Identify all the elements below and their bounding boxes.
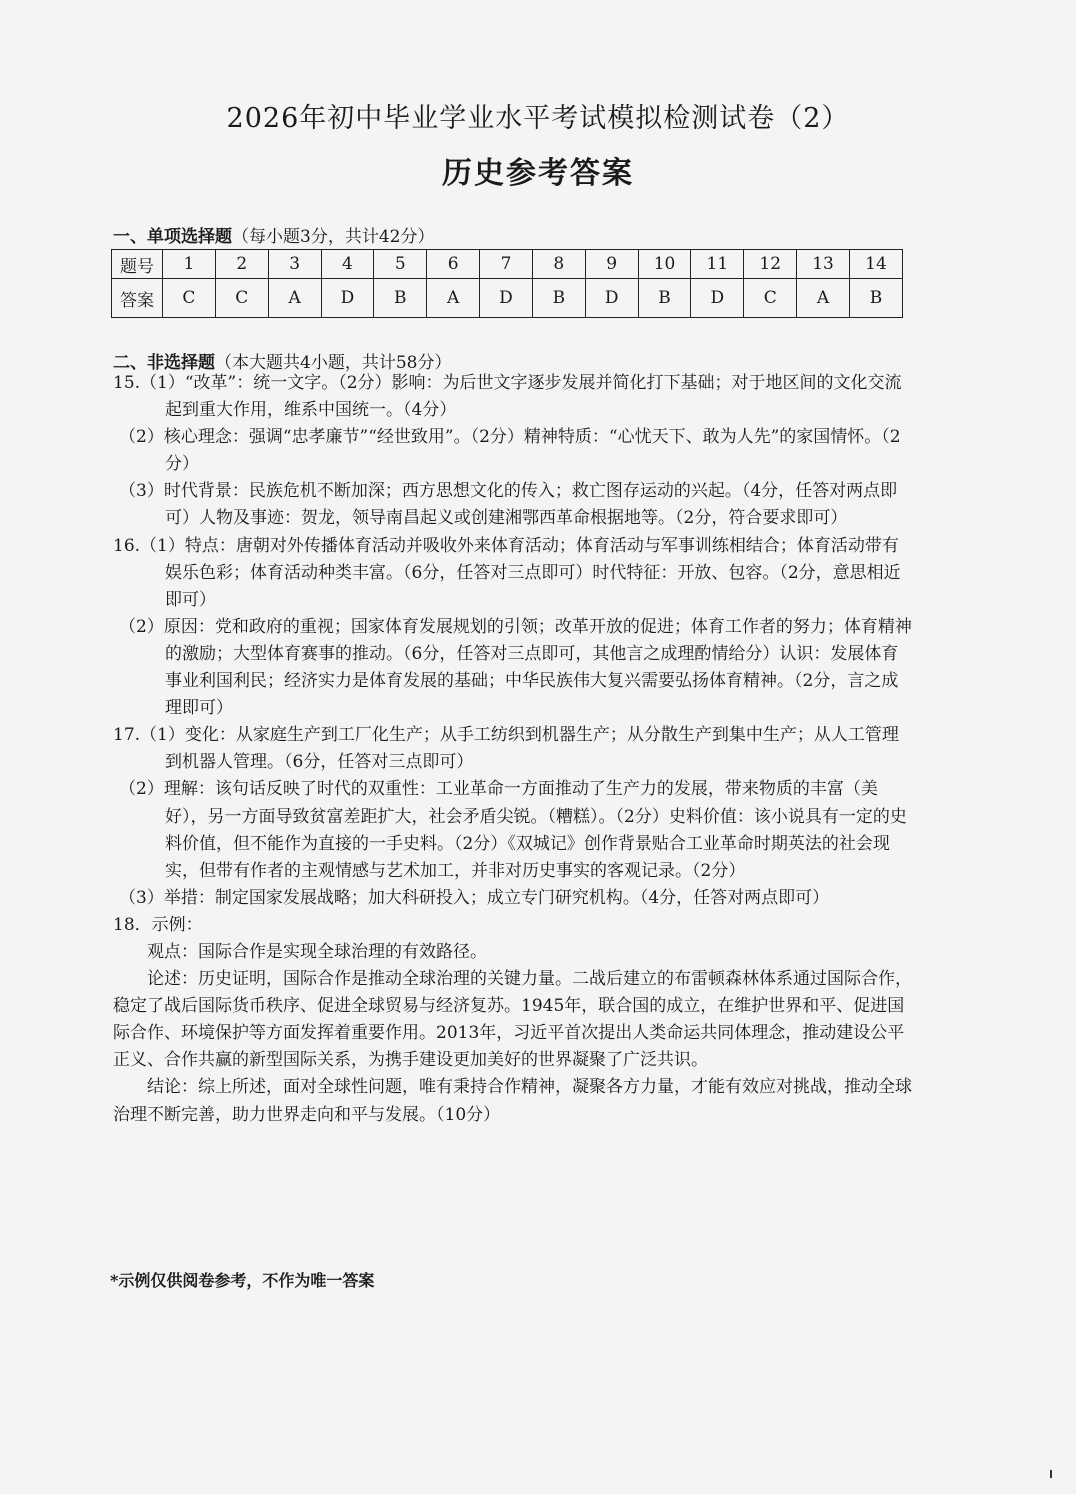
answer-item-q17-2: （2）理解：该句话反映了时代的双重性：工业革命一方面推动了生产力的发展，带来物质的丰富（美好），另一方面导致贫富差距扩大，社会矛盾尖锐。（糟糕）。（2分）史料价值：该小说具有一定的史料价值，但不能作为直接的一手史料。（2分）《双城记》创作背景贴合工业革命时期英法的社会现实，但带有作者的主观情感与艺术加工，并非对历史事实的客观记录。（2分）: [119, 779, 907, 881]
answer-item-q15-3: （3）时代背景：民族危机不断加深；西方思想文化的传入；救亡图存运动的兴起。（4分，任答对两点即可）人物及事迹：贺龙，领导南昌起义或创建湘鄂西革命根据地等。（2分，符合要求即可）: [119, 481, 898, 529]
answer-cell: D: [480, 279, 533, 318]
answer-cell: A: [268, 279, 321, 318]
section1-heading: [113, 222, 434, 247]
footnote: *示例仅供阅卷参考，不作为唯一答案: [110, 1271, 375, 1290]
page-title: 2026年初中毕业学业水平考试模拟检测试卷（2）: [226, 103, 850, 134]
scan-mark: [1050, 1470, 1052, 1478]
answer-cell: B: [638, 279, 691, 318]
question-number: 5: [374, 250, 427, 279]
question-number: 10: [638, 250, 691, 279]
answer-item-q18-viewpoint: 观点：国际合作是实现全球治理的有效路径。: [147, 941, 487, 962]
question-number: 14: [849, 250, 902, 279]
answer-cell: C: [744, 279, 797, 318]
question-number: 2: [215, 250, 268, 279]
section1-note: （每小题3分，共计42分）: [232, 227, 435, 247]
answer-cell: B: [849, 279, 902, 318]
answer-cell: D: [691, 279, 744, 318]
row-label-number: 题号: [112, 250, 163, 279]
question-number: 12: [744, 250, 797, 279]
answer-item-q15-2: （2）核心理念：强调“忠孝廉节”“经世致用”。（2分）精神特质：“心忧天下、敢为人先”的家国情怀。（2分）: [119, 427, 901, 475]
answer-table: [111, 249, 903, 318]
question-number: 1: [163, 250, 216, 279]
question-number: 11: [691, 250, 744, 279]
section1-label: 一、单项选择题: [113, 227, 232, 247]
answer-item-q18-heading: 18．示例：: [113, 914, 203, 935]
question-number: 6: [427, 250, 480, 279]
question-number: 9: [585, 250, 638, 279]
question-number: 3: [268, 250, 321, 279]
section2-label: 二、非选择题: [113, 353, 215, 373]
answer-cell: B: [532, 279, 585, 318]
answer-cell: B: [374, 279, 427, 318]
answer-cell: A: [797, 279, 850, 318]
section2-note: （本大题共4小题，共计58分）: [215, 353, 452, 373]
answer-item-q18-conclusion: 结论：综上所述，面对全球性问题，唯有秉持合作精神，凝聚各方力量，才能有效应对挑战，推动全球治理不断完善，助力世界走向和平与发展。（10分）: [113, 1077, 912, 1125]
page-subtitle: 历史参考答案: [442, 156, 634, 191]
row-label-answer: 答案: [112, 279, 163, 318]
answer-table-answer-row: [112, 279, 903, 318]
question-number: 13: [797, 250, 850, 279]
answer-cell: A: [427, 279, 480, 318]
answer-table-number-row: [112, 250, 903, 279]
answer-cell: C: [163, 279, 216, 318]
answer-cell: D: [585, 279, 638, 318]
question-number: 4: [321, 250, 374, 279]
answer-item-q16-2: （2）原因：党和政府的重视；国家体育发展规划的引领；改革开放的促进；体育工作者的努力；体育精神的激励；大型体育赛事的推动。（6分，任答对三点即可，其他言之成理酌情给分）认识：发展体育事业利国利民；经济实力是体育发展的基础；中华民族伟大复兴需要弘扬体育精神。（2分，言之成理即可）: [119, 616, 912, 719]
answer-item-q15-1: 15.（1）“改革”：统一文字。（2分）影响：为后世文字逐步发展并简化打下基础；对于地区间的文化交流起到重大作用，维系中国统一。（4分）: [113, 373, 902, 421]
answer-cell: D: [321, 279, 374, 318]
answer-content: [113, 370, 913, 1129]
answer-item-q17-3: （3）举措：制定国家发展战略；加大科研投入；成立专门研究机构。（4分，任答对两点即可）: [119, 887, 830, 908]
question-number: 8: [532, 250, 585, 279]
question-number: 7: [480, 250, 533, 279]
answer-item-q17-1: 17.（1）变化：从家庭生产到工厂化生产；从手工纺织到机器生产；从分散生产到集中生产；从人工管理到机器人管理。（6分，任答对三点即可）: [113, 725, 899, 773]
answer-item-q18-argument: 论述：历史证明，国际合作是推动全球治理的关键力量。二战后建立的布雷顿森林体系通过国际合作，稳定了战后国际货币秩序、促进全球贸易与经济复苏。1945年，联合国的成立，在维护世界和平、促进国际合作、环境保护等方面发挥着重要作用。2013年，习近平首次提出人类命运共同体理念，推动建设公平正义、合作共赢的新型国际关系，为携手建设更加美好的世界凝聚了广泛共识。: [113, 969, 912, 1071]
answer-cell: C: [215, 279, 268, 318]
answer-item-q16-1: 16.（1）特点：唐朝对外传播体育活动并吸收外来体育活动；体育活动与军事训练相结合；体育活动带有娱乐色彩；体育活动种类丰富。（6分，任答对三点即可）时代特征：开放、包容。（2分，意思相近即可）: [113, 535, 901, 610]
